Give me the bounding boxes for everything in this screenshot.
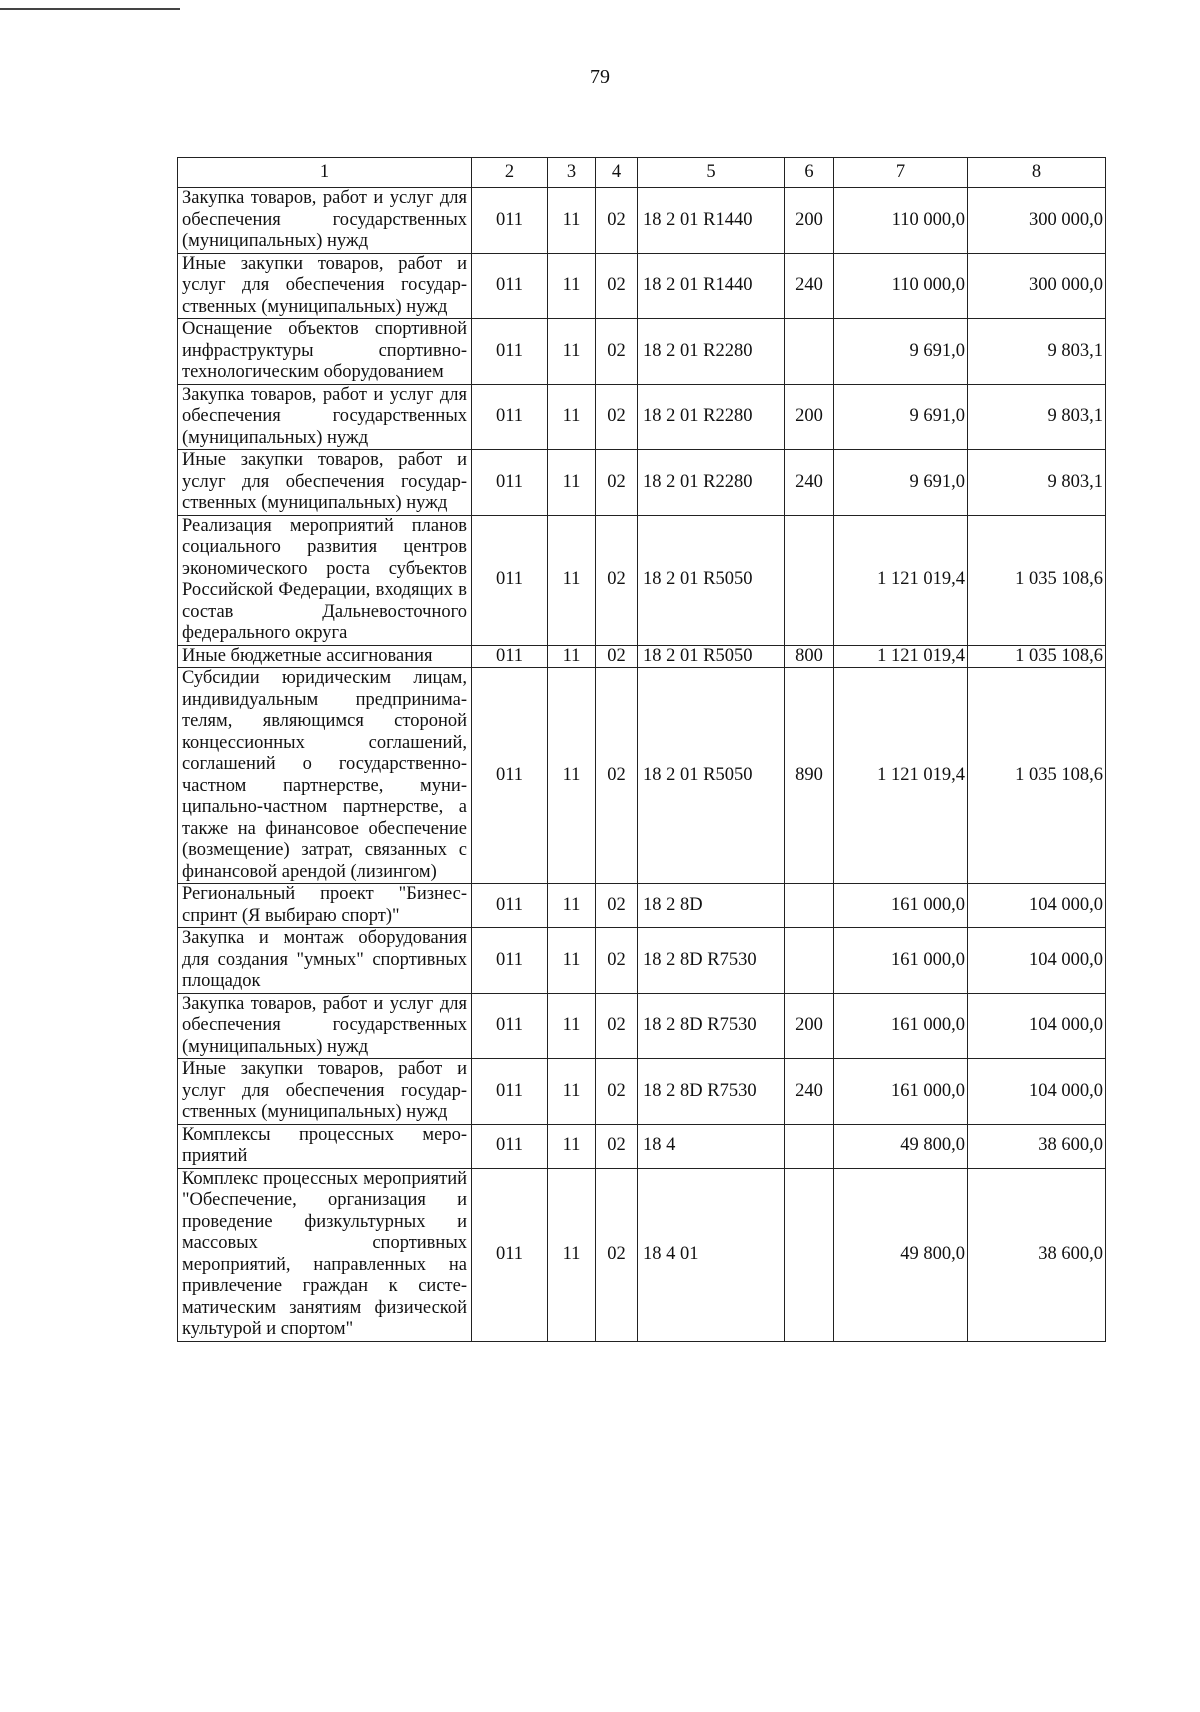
amount-year2-cell: 38 600,0 (968, 1168, 1106, 1341)
amount-year1-cell: 9 691,0 (834, 384, 968, 450)
section-code-cell: 11 (548, 253, 596, 319)
subsection-code-cell: 02 (596, 253, 638, 319)
ministry-code-cell: 011 (472, 1059, 548, 1125)
target-item-code-cell: 18 2 8D R7530 (638, 993, 785, 1059)
row-name-cell: Иные закупки товаров, работ и услуг для обеспечения государственных (муниципальных) нужд (178, 450, 472, 516)
table-row (178, 384, 1106, 450)
expense-type-code-cell (785, 515, 834, 645)
row-name-cell: Оснащение объектов спортивной инфраструктуры спортивно-технологическим оборудованием (178, 319, 472, 385)
amount-year2-cell: 9 803,1 (968, 384, 1106, 450)
target-item-code-cell: 18 2 01 R2280 (638, 319, 785, 385)
subsection-code-cell: 02 (596, 1168, 638, 1341)
expense-type-code-cell: 200 (785, 993, 834, 1059)
top-rule (0, 8, 180, 10)
expense-type-code-cell (785, 928, 834, 994)
expense-type-code-cell (785, 884, 834, 928)
ministry-code-cell: 011 (472, 993, 548, 1059)
row-name-cell: Комплекс процессных мероприятий "Обеспечение, организация и проведение физкультурных и массовых спортивных мероприятий, направленных на привлечение граждан к систематическим занятиям физической культурой и спортом" (178, 1168, 472, 1341)
amount-year2-cell: 300 000,0 (968, 188, 1106, 254)
target-item-code-cell: 18 2 01 R1440 (638, 253, 785, 319)
section-code-cell: 11 (548, 384, 596, 450)
target-item-code-cell: 18 2 01 R5050 (638, 645, 785, 668)
ministry-code-cell: 011 (472, 668, 548, 884)
amount-year2-cell: 300 000,0 (968, 253, 1106, 319)
ministry-code-cell: 011 (472, 384, 548, 450)
expense-type-code-cell: 240 (785, 450, 834, 516)
row-name-cell: Реализация мероприятий планов социального развития центров экономического роста субъектов Российской Федерации, входящих в состав Дальневосточного федерального округа (178, 515, 472, 645)
section-code-cell: 11 (548, 1124, 596, 1168)
expense-type-code-cell: 890 (785, 668, 834, 884)
table-row (178, 188, 1106, 254)
section-code-cell: 11 (548, 645, 596, 668)
subsection-code-cell: 02 (596, 884, 638, 928)
expense-type-code-cell: 240 (785, 253, 834, 319)
row-name-cell: Комплексы процессных мероприятий (178, 1124, 472, 1168)
table-row (178, 884, 1106, 928)
ministry-code-cell: 011 (472, 253, 548, 319)
header-cell-8: 8 (968, 158, 1106, 188)
subsection-code-cell: 02 (596, 515, 638, 645)
ministry-code-cell: 011 (472, 928, 548, 994)
target-item-code-cell: 18 4 01 (638, 1168, 785, 1341)
target-item-code-cell: 18 2 01 R1440 (638, 188, 785, 254)
table-row (178, 1059, 1106, 1125)
table-row (178, 1168, 1106, 1341)
subsection-code-cell: 02 (596, 1124, 638, 1168)
header-cell-3: 3 (548, 158, 596, 188)
amount-year1-cell: 110 000,0 (834, 188, 968, 254)
section-code-cell: 11 (548, 668, 596, 884)
table-row (178, 668, 1106, 884)
ministry-code-cell: 011 (472, 188, 548, 254)
amount-year2-cell: 1 035 108,6 (968, 668, 1106, 884)
table-row (178, 319, 1106, 385)
table-row (178, 450, 1106, 516)
expense-type-code-cell (785, 1124, 834, 1168)
ministry-code-cell: 011 (472, 884, 548, 928)
row-name-cell: Закупка товаров, работ и услуг для обеспечения государственных (муниципальных) нужд (178, 993, 472, 1059)
row-name-cell: Закупка товаров, работ и услуг для обеспечения государственных (муниципальных) нужд (178, 384, 472, 450)
section-code-cell: 11 (548, 319, 596, 385)
row-name-cell: Закупка товаров, работ и услуг для обеспечения государственных (муниципальных) нужд (178, 188, 472, 254)
ministry-code-cell: 011 (472, 645, 548, 668)
amount-year1-cell: 1 121 019,4 (834, 515, 968, 645)
header-cell-4: 4 (596, 158, 638, 188)
row-name-cell: Иные закупки товаров, работ и услуг для обеспечения государственных (муниципальных) нужд (178, 253, 472, 319)
target-item-code-cell: 18 2 01 R2280 (638, 384, 785, 450)
subsection-code-cell: 02 (596, 993, 638, 1059)
amount-year2-cell: 104 000,0 (968, 1059, 1106, 1125)
section-code-cell: 11 (548, 515, 596, 645)
expense-type-code-cell: 800 (785, 645, 834, 668)
table-row (178, 928, 1106, 994)
table-row (178, 645, 1106, 668)
row-name-cell: Закупка и монтаж оборудования для создания "умных" спортивных площадок (178, 928, 472, 994)
target-item-code-cell: 18 2 01 R5050 (638, 515, 785, 645)
amount-year2-cell: 1 035 108,6 (968, 645, 1106, 668)
target-item-code-cell: 18 4 (638, 1124, 785, 1168)
table-row (178, 253, 1106, 319)
section-code-cell: 11 (548, 993, 596, 1059)
amount-year1-cell: 110 000,0 (834, 253, 968, 319)
table-row (178, 515, 1106, 645)
section-code-cell: 11 (548, 188, 596, 254)
amount-year1-cell: 9 691,0 (834, 450, 968, 516)
amount-year2-cell: 104 000,0 (968, 884, 1106, 928)
ministry-code-cell: 011 (472, 1124, 548, 1168)
header-row (178, 158, 1106, 188)
subsection-code-cell: 02 (596, 188, 638, 254)
expense-type-code-cell (785, 1168, 834, 1341)
target-item-code-cell: 18 2 01 R2280 (638, 450, 785, 516)
amount-year1-cell: 9 691,0 (834, 319, 968, 385)
amount-year1-cell: 1 121 019,4 (834, 668, 968, 884)
amount-year2-cell: 104 000,0 (968, 928, 1106, 994)
amount-year2-cell: 9 803,1 (968, 450, 1106, 516)
budget-table (177, 157, 1106, 1342)
subsection-code-cell: 02 (596, 668, 638, 884)
amount-year1-cell: 161 000,0 (834, 1059, 968, 1125)
row-name-cell: Региональный проект "Бизнес-спринт (Я выбираю спорт)" (178, 884, 472, 928)
table-row (178, 993, 1106, 1059)
section-code-cell: 11 (548, 1168, 596, 1341)
header-cell-7: 7 (834, 158, 968, 188)
table-body (178, 158, 1106, 1342)
row-name-cell: Субсидии юридическим лицам, индивидуальным предпринимателям, являющимся стороной концессионных соглашений, соглашений о государственно-частном партнерстве, муниципально-частном партнерстве, а также на финансовое обеспечение (возмещение) затрат, связанных с финансовой арендой (лизингом) (178, 668, 472, 884)
subsection-code-cell: 02 (596, 928, 638, 994)
target-item-code-cell: 18 2 8D R7530 (638, 928, 785, 994)
header-cell-1: 1 (178, 158, 472, 188)
subsection-code-cell: 02 (596, 645, 638, 668)
ministry-code-cell: 011 (472, 450, 548, 516)
subsection-code-cell: 02 (596, 384, 638, 450)
amount-year1-cell: 161 000,0 (834, 884, 968, 928)
amount-year1-cell: 161 000,0 (834, 993, 968, 1059)
page-number: 79 (590, 66, 610, 88)
amount-year2-cell: 1 035 108,6 (968, 515, 1106, 645)
section-code-cell: 11 (548, 450, 596, 516)
subsection-code-cell: 02 (596, 319, 638, 385)
amount-year2-cell: 38 600,0 (968, 1124, 1106, 1168)
header-cell-6: 6 (785, 158, 834, 188)
expense-type-code-cell: 200 (785, 188, 834, 254)
subsection-code-cell: 02 (596, 1059, 638, 1125)
section-code-cell: 11 (548, 1059, 596, 1125)
row-name-cell: Иные бюджетные ассигнования (178, 645, 472, 668)
table-row (178, 1124, 1106, 1168)
amount-year1-cell: 49 800,0 (834, 1124, 968, 1168)
subsection-code-cell: 02 (596, 450, 638, 516)
row-name-cell: Иные закупки товаров, работ и услуг для обеспечения государственных (муниципальных) нужд (178, 1059, 472, 1125)
ministry-code-cell: 011 (472, 515, 548, 645)
section-code-cell: 11 (548, 928, 596, 994)
header-cell-5: 5 (638, 158, 785, 188)
amount-year2-cell: 104 000,0 (968, 993, 1106, 1059)
ministry-code-cell: 011 (472, 319, 548, 385)
amount-year1-cell: 1 121 019,4 (834, 645, 968, 668)
amount-year1-cell: 49 800,0 (834, 1168, 968, 1341)
expense-type-code-cell: 240 (785, 1059, 834, 1125)
header-cell-2: 2 (472, 158, 548, 188)
target-item-code-cell: 18 2 8D (638, 884, 785, 928)
target-item-code-cell: 18 2 8D R7530 (638, 1059, 785, 1125)
section-code-cell: 11 (548, 884, 596, 928)
amount-year1-cell: 161 000,0 (834, 928, 968, 994)
expense-type-code-cell (785, 319, 834, 385)
ministry-code-cell: 011 (472, 1168, 548, 1341)
amount-year2-cell: 9 803,1 (968, 319, 1106, 385)
target-item-code-cell: 18 2 01 R5050 (638, 668, 785, 884)
expense-type-code-cell: 200 (785, 384, 834, 450)
